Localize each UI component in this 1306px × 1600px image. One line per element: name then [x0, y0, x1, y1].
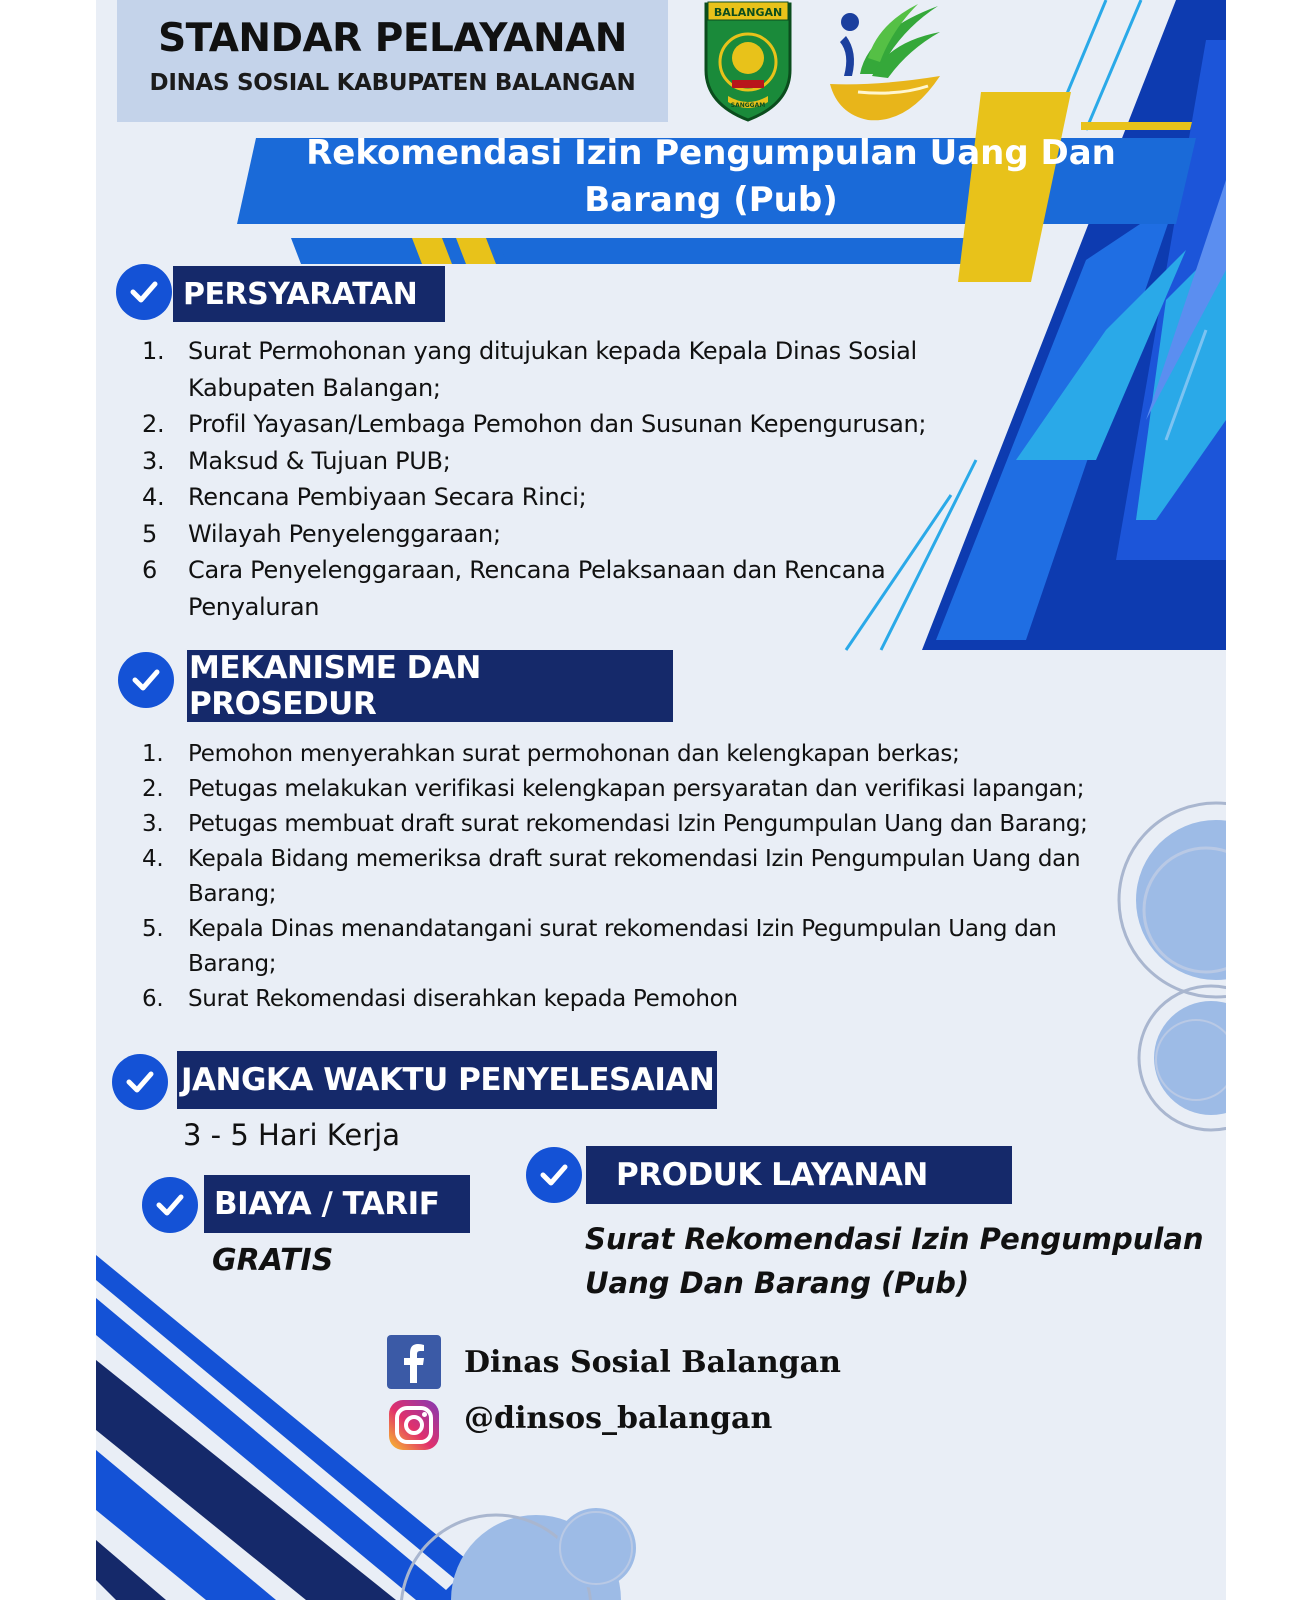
list-item-text: Surat Rekomendasi diserahkan kepada Pemohon [188, 986, 738, 1012]
poster [96, 0, 1226, 1600]
list-item [142, 552, 992, 625]
list-item-text: Petugas melakukan verifikasi kelengkapan persyaratan dan verifikasi lapangan; [188, 776, 1085, 802]
duration-heading: JANGKA WAKTU PENYELESAIAN [177, 1051, 717, 1109]
facebook-label: Dinas Sosial Balangan [464, 1345, 841, 1380]
instagram-label: @dinsos_balangan [464, 1401, 773, 1436]
list-item-number: 2. [142, 410, 165, 438]
list-item [142, 912, 1142, 982]
emblem-banner-text: BALANGAN [713, 6, 783, 19]
list-item-text: Profil Yayasan/Lembaga Pemohon dan Susunan Kepengurusan; [188, 410, 927, 438]
procedure-heading: MEKANISME DAN PROSEDUR [187, 650, 673, 722]
list-item-text: Maksud & Tujuan PUB; [188, 446, 451, 475]
list-item-number: 1. [142, 337, 165, 365]
requirements-list [142, 333, 992, 625]
list-item-number: 1. [142, 741, 164, 767]
fee-heading: BIAYA / TARIF [204, 1175, 470, 1233]
list-item-number: 4. [142, 846, 164, 872]
service-title: Rekomendasi Izin Pengumpulan Uang Dan Barang (Pub) [306, 133, 1116, 220]
list-item [142, 516, 992, 553]
list-item [142, 807, 1142, 842]
requirements-check-icon [116, 264, 172, 320]
list-item-text: Kepala Dinas menandatangani surat rekomendasi Izin Pegumpulan Uang dan Barang; [188, 916, 1057, 977]
list-item-number: 6 [142, 556, 157, 584]
page-subtitle: DINAS SOSIAL KABUPATEN BALANGAN [149, 70, 636, 96]
list-item [142, 443, 992, 480]
list-item-number: 4. [142, 483, 165, 511]
list-item [142, 982, 1142, 1017]
fee-value: GRATIS [212, 1243, 334, 1278]
list-item-text: Pemohon menyerahkan surat permohonan dan kelengkapan berkas; [188, 741, 960, 767]
header-box [117, 0, 668, 122]
product-check-icon [526, 1147, 582, 1203]
facebook-icon [387, 1335, 441, 1389]
list-item-text: Petugas membuat draft surat rekomendasi Izin Pengumpulan Uang dan Barang; [188, 811, 1088, 837]
list-item [142, 737, 1142, 772]
list-item-text: Kepala Bidang memeriksa draft surat rekomendasi Izin Pengumpulan Uang dan Barang; [188, 846, 1081, 907]
requirements-heading: PERSYARATAN [173, 266, 445, 322]
page-title: STANDAR PELAYANAN [158, 16, 627, 61]
list-item-text: Surat Permohonan yang ditujukan kepada Kepala Dinas Sosial Kabupaten Balangan; [188, 337, 917, 402]
product-value: Surat Rekomendasi Izin Pengumpulan Uang Dan Barang (Pub) [585, 1222, 1204, 1300]
list-item-number: 5 [142, 519, 157, 548]
duration-value: 3 - 5 Hari Kerja [183, 1118, 400, 1152]
list-item-text: Wilayah Penyelenggaraan; [188, 519, 501, 548]
fee-check-icon [142, 1177, 198, 1233]
list-item [142, 772, 1142, 807]
instagram-icon [387, 1398, 441, 1452]
list-item [142, 333, 992, 406]
list-item-number: 3. [142, 811, 164, 837]
list-item-number: 2. [142, 776, 164, 802]
list-item-number: 6. [142, 986, 164, 1012]
list-item-text: Cara Penyelenggaraan, Rencana Pelaksanaan dan Rencana Penyaluran [188, 556, 886, 621]
kemensos-logo-icon [828, 2, 946, 124]
duration-check-icon [112, 1054, 168, 1110]
list-item-text: Rencana Pembiyaan Secara Rinci; [188, 483, 587, 511]
list-item [142, 479, 992, 516]
procedure-list [142, 737, 1142, 1017]
list-item-number: 3. [142, 446, 165, 475]
list-item-number: 5. [142, 916, 164, 942]
balangan-emblem-icon [702, 0, 794, 122]
product-heading: PRODUK LAYANAN [586, 1146, 1012, 1204]
emblem-motto-text: SANGGAM [730, 102, 766, 109]
list-item [142, 842, 1142, 912]
procedure-check-icon [118, 652, 174, 708]
list-item [142, 406, 992, 443]
